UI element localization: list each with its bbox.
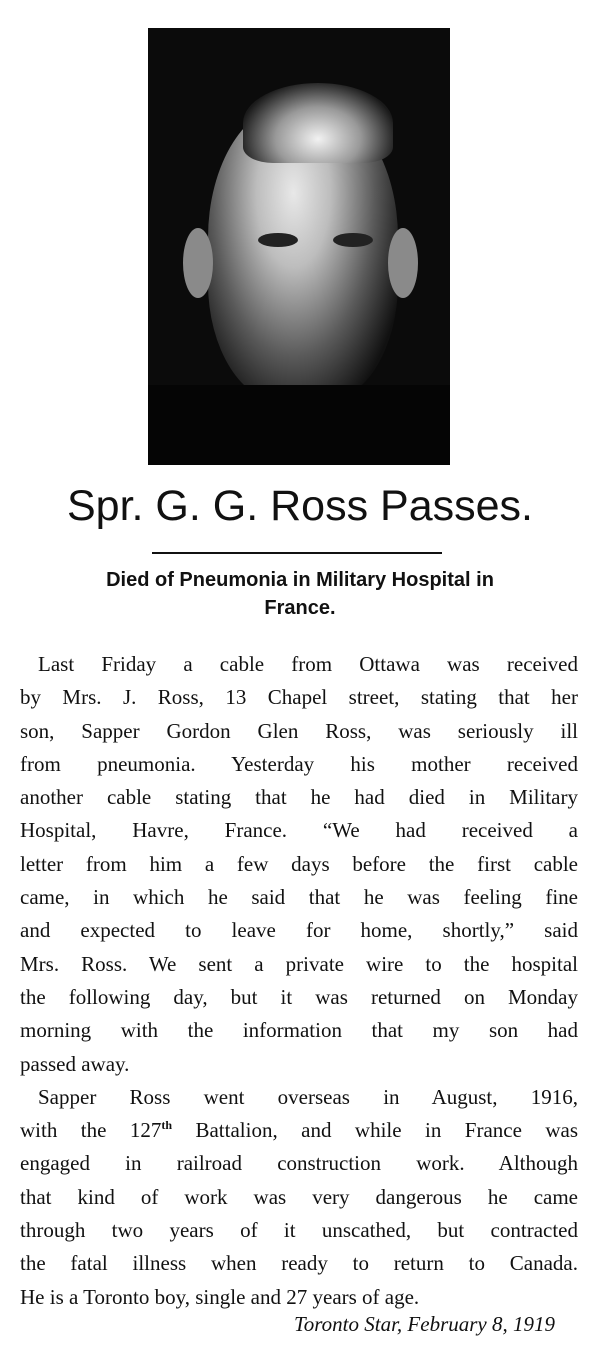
text-line: Sapper Ross went overseas in August, 1916, (38, 1084, 578, 1109)
portrait-eye (333, 233, 373, 247)
text-line: letter from him a few days before the first cable (20, 851, 578, 876)
paragraph-2 (20, 1081, 578, 1314)
headline: Spr. G. G. Ross Passes. (67, 482, 533, 530)
portrait-photo (148, 28, 450, 465)
article-body (20, 648, 578, 1314)
text-fragment: Battalion, and while in France was (172, 1118, 579, 1143)
text-line: Hospital, Havre, France. “We had received a (20, 818, 578, 843)
divider-rule (152, 552, 442, 554)
text-line: from pneumonia. Yesterday his mother received (20, 751, 578, 776)
text-line: engaged in railroad construction work. Although (20, 1151, 578, 1176)
text-line: through two years of it unscathed, but contracted (20, 1218, 578, 1243)
text-line: by Mrs. J. Ross, 13 Chapel street, stating that her (20, 685, 578, 710)
text-line: came, in which he said that he was feeling fine (20, 885, 578, 910)
portrait-ear (183, 228, 213, 298)
portrait-eye (258, 233, 298, 247)
source-citation: Toronto Star, February 8, 1919 (294, 1312, 555, 1336)
text-line (20, 1114, 578, 1147)
text-line: passed away. (20, 1051, 130, 1076)
portrait-uniform (148, 385, 450, 465)
text-line: Mrs. Ross. We sent a private wire to the hospital (20, 951, 578, 976)
subheadline-line: Died of Pneumonia in Military Hospital in (106, 569, 494, 591)
portrait-hair (243, 83, 393, 163)
text-fragment: with the 127 (20, 1118, 162, 1143)
ordinal-suffix: th (161, 1118, 173, 1133)
text-line: the fatal illness when ready to return to Canada. (20, 1251, 578, 1276)
paragraph-1 (20, 648, 578, 1081)
subheadline-line: France. (264, 597, 336, 619)
text-line: another cable stating that he had died in Military (20, 785, 578, 810)
text-line: Last Friday a cable from Ottawa was received (38, 652, 578, 676)
subheadline (20, 566, 580, 622)
text-line: He is a Toronto boy, single and 27 years of age. (20, 1284, 420, 1309)
portrait-ear (388, 228, 418, 298)
text-line: and expected to leave for home, shortly,” said (20, 918, 578, 943)
text-line: morning with the information that my son had (20, 1018, 578, 1043)
text-line: the following day, but it was returned on Monday (20, 984, 578, 1009)
text-line: son, Sapper Gordon Glen Ross, was seriously ill (20, 718, 578, 743)
text-line: that kind of work was very dangerous he came (20, 1184, 578, 1209)
